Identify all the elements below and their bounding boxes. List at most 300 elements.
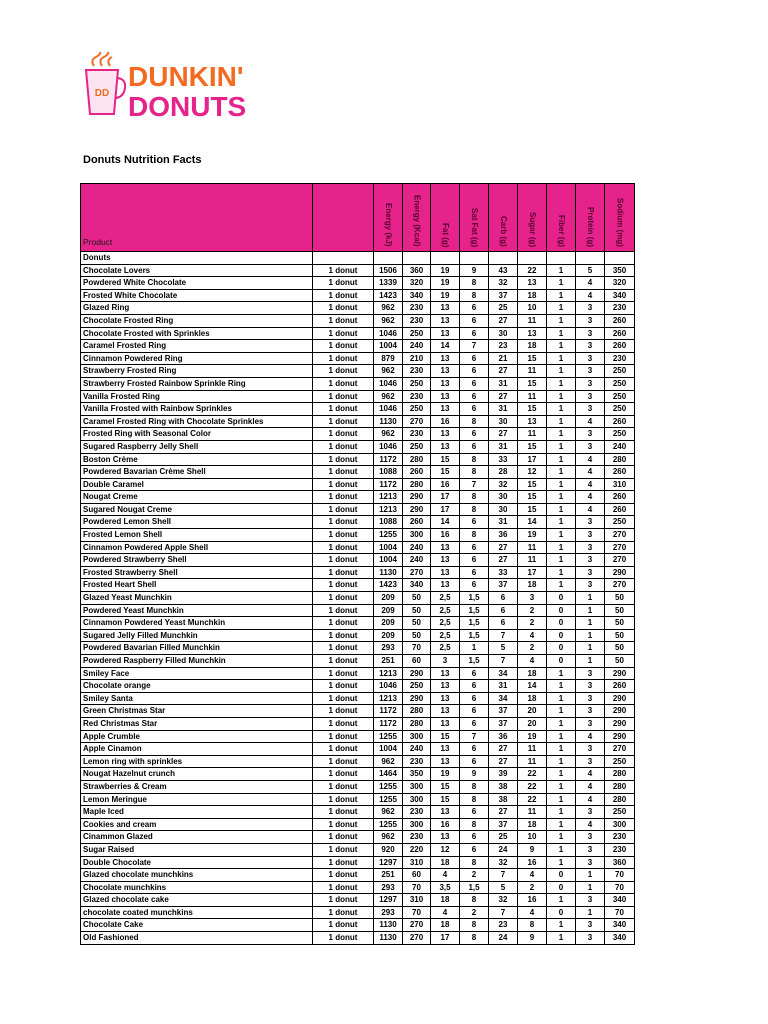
cell-product-name: Frosted Lemon Shell [81,529,313,542]
cell-carb: 32 [489,478,518,491]
cell-fat: 15 [431,466,460,479]
cell-energy-kcal: 230 [403,806,431,819]
cell-carb: 31 [489,516,518,529]
cell-sodium: 280 [605,453,635,466]
cell-fiber: 1 [547,667,576,680]
cell-fiber: 1 [547,780,576,793]
cell-energy-kj: 962 [374,314,403,327]
cell-fat: 19 [431,277,460,290]
cell-carb: 31 [489,403,518,416]
table-row [81,680,635,693]
cell-protein: 3 [576,352,605,365]
cell-carb: 6 [489,604,518,617]
cell-energy-kcal: 70 [403,906,431,919]
cell-carb: 36 [489,730,518,743]
cell-product-name: Powdered White Chocolate [81,277,313,290]
cell-carb: 5 [489,642,518,655]
cell-sat-fat: 8 [460,503,489,516]
cell-sat-fat: 9 [460,264,489,277]
cell-fiber: 1 [547,680,576,693]
cell-protein: 3 [576,692,605,705]
cell-carb: 37 [489,579,518,592]
cell-product-name: Nougat Creme [81,491,313,504]
cell-protein: 3 [576,554,605,567]
cell-protein: 4 [576,289,605,302]
cell-protein: 3 [576,440,605,453]
cell-energy-kj: 962 [374,365,403,378]
cell-serving: 1 donut [313,806,374,819]
cell-fat: 15 [431,780,460,793]
header-sodium: Sodium (mg) [605,184,635,252]
cell-energy-kj: 1172 [374,705,403,718]
cell-energy-kj: 1213 [374,503,403,516]
cell-sodium: 340 [605,289,635,302]
cell-carb: 37 [489,289,518,302]
cell-fat: 14 [431,340,460,353]
cell-sugar: 22 [518,768,547,781]
cell-sat-fat: 2 [460,906,489,919]
cell-energy-kj: 1172 [374,478,403,491]
cell-fiber: 1 [547,289,576,302]
cell-sugar: 18 [518,579,547,592]
table-row [81,478,635,491]
table-row [81,352,635,365]
cell-sodium: 260 [605,680,635,693]
cell-fiber: 1 [547,566,576,579]
cell-sugar: 18 [518,289,547,302]
cell-sodium: 270 [605,541,635,554]
table-row [81,906,635,919]
table-row [81,667,635,680]
cell-sodium: 250 [605,755,635,768]
cell-serving: 1 donut [313,932,374,945]
cell-sodium: 50 [605,655,635,668]
cell-sat-fat: 6 [460,692,489,705]
cell-fat: 13 [431,428,460,441]
header-protein: Protein (g) [576,184,605,252]
cell-protein: 4 [576,491,605,504]
cell-fiber: 1 [547,302,576,315]
cell-carb: 31 [489,440,518,453]
cell-sat-fat: 8 [460,277,489,290]
cell-fat: 3,5 [431,881,460,894]
cell-carb: 27 [489,390,518,403]
cell-energy-kj: 879 [374,352,403,365]
cell-energy-kcal: 50 [403,617,431,630]
cell-protein: 1 [576,617,605,630]
cell-carb: 27 [489,743,518,756]
cell-fat: 12 [431,843,460,856]
cell-fiber: 1 [547,541,576,554]
table-row [81,415,635,428]
cell-energy-kcal: 250 [403,680,431,693]
cell-product-name: Cinnamon Powdered Ring [81,352,313,365]
table-row [81,302,635,315]
cell-protein: 1 [576,869,605,882]
cell-fat: 13 [431,365,460,378]
cell-serving: 1 donut [313,743,374,756]
cell-sugar: 17 [518,453,547,466]
cell-serving: 1 donut [313,428,374,441]
cell-fiber: 1 [547,856,576,869]
cell-product-name: Sugared Raspberry Jelly Shell [81,440,313,453]
cell-carb: 27 [489,554,518,567]
cell-product-name: Chocolate Frosted with Sprinkles [81,327,313,340]
cell-sat-fat: 6 [460,403,489,416]
cell-sodium: 250 [605,516,635,529]
cell-serving: 1 donut [313,705,374,718]
cell-protein: 3 [576,843,605,856]
cell-energy-kj: 962 [374,390,403,403]
cell-sat-fat: 8 [460,932,489,945]
cell-protein: 4 [576,277,605,290]
cell-product-name: Chocolate Frosted Ring [81,314,313,327]
cell-sodium: 70 [605,869,635,882]
cell-serving: 1 donut [313,592,374,605]
cell-serving: 1 donut [313,541,374,554]
cell-protein: 4 [576,415,605,428]
cell-sodium: 270 [605,579,635,592]
cell-sugar: 16 [518,894,547,907]
cell-product-name: Caramel Frosted Ring [81,340,313,353]
cell-product-name: Frosted White Chocolate [81,289,313,302]
cell-product-name: Caramel Frosted Ring with Chocolate Sprinkles [81,415,313,428]
cell-energy-kcal: 270 [403,415,431,428]
cell-serving: 1 donut [313,302,374,315]
cell-energy-kcal: 270 [403,932,431,945]
cell-fiber: 0 [547,592,576,605]
cell-sugar: 11 [518,554,547,567]
cell-energy-kj: 1255 [374,780,403,793]
header-sat-fat: Sat Fat (g) [460,184,489,252]
cell-fat: 17 [431,503,460,516]
cell-serving: 1 donut [313,818,374,831]
cell-sugar: 15 [518,377,547,390]
cell-energy-kcal: 250 [403,327,431,340]
cell-sugar: 20 [518,705,547,718]
cell-fat: 13 [431,554,460,567]
table-row [81,579,635,592]
cell-sodium: 350 [605,264,635,277]
cell-serving: 1 donut [313,831,374,844]
cell-carb: 37 [489,705,518,718]
cell-energy-kj: 1088 [374,516,403,529]
cell-carb: 38 [489,780,518,793]
cell-fat: 13 [431,806,460,819]
cell-sat-fat: 6 [460,831,489,844]
cell-product-name: Vanilla Frosted Ring [81,390,313,403]
cell-protein: 1 [576,642,605,655]
table-row [81,377,635,390]
cell-product-name: Double Caramel [81,478,313,491]
cell-energy-kcal: 230 [403,428,431,441]
cell-energy-kj: 1046 [374,680,403,693]
cell-sugar: 11 [518,541,547,554]
cell-product-name: Chocolate munchkins [81,881,313,894]
cell-serving: 1 donut [313,478,374,491]
cell-fiber: 1 [547,516,576,529]
table-row [81,503,635,516]
cell-fiber: 1 [547,377,576,390]
cell-energy-kcal: 280 [403,705,431,718]
cell-protein: 3 [576,919,605,932]
cell-energy-kcal: 220 [403,843,431,856]
header-sugar: Sugar (g) [518,184,547,252]
cell-protein: 1 [576,655,605,668]
table-row [81,692,635,705]
cell-fiber: 1 [547,428,576,441]
cell-fiber: 1 [547,390,576,403]
cell-product-name: Smiley Face [81,667,313,680]
cell-sat-fat: 6 [460,428,489,441]
cell-sugar: 2 [518,881,547,894]
cell-product-name: Glazed Ring [81,302,313,315]
cell-sat-fat: 6 [460,667,489,680]
cell-energy-kj: 1172 [374,717,403,730]
cell-serving: 1 donut [313,529,374,542]
cell-fiber: 1 [547,894,576,907]
brand-line-2: DONUTS [128,91,247,122]
cell-fiber: 1 [547,529,576,542]
cell-fat: 13 [431,566,460,579]
cell-carb: 34 [489,667,518,680]
cell-sodium: 260 [605,340,635,353]
table-row [81,314,635,327]
cell-sodium: 360 [605,856,635,869]
cell-sat-fat: 8 [460,415,489,428]
cell-product-name: Apple Cinamon [81,743,313,756]
cell-sat-fat: 6 [460,680,489,693]
cell-energy-kj: 1004 [374,541,403,554]
cell-sugar: 13 [518,277,547,290]
cell-serving: 1 donut [313,277,374,290]
cell-sodium: 290 [605,692,635,705]
cell-energy-kj: 209 [374,592,403,605]
cell-sugar: 9 [518,932,547,945]
cell-protein: 3 [576,377,605,390]
cell-sugar: 11 [518,365,547,378]
cell-serving: 1 donut [313,314,374,327]
cell-serving: 1 donut [313,554,374,567]
cell-energy-kcal: 240 [403,340,431,353]
cell-serving: 1 donut [313,617,374,630]
cell-fat: 2,5 [431,617,460,630]
cell-carb: 27 [489,314,518,327]
cell-fiber: 1 [547,579,576,592]
cell-fat: 4 [431,906,460,919]
cell-energy-kcal: 300 [403,818,431,831]
cell-fat: 13 [431,579,460,592]
cell-sat-fat: 9 [460,768,489,781]
cell-energy-kj: 1046 [374,377,403,390]
cell-carb: 32 [489,277,518,290]
cell-sat-fat: 6 [460,705,489,718]
cell-fat: 15 [431,730,460,743]
cell-sugar: 18 [518,340,547,353]
cell-sugar: 2 [518,617,547,630]
cell-fiber: 1 [547,768,576,781]
table-row [81,566,635,579]
cell-protein: 3 [576,831,605,844]
cell-fat: 19 [431,768,460,781]
cell-carb: 7 [489,906,518,919]
cell-energy-kcal: 300 [403,793,431,806]
cell-fiber: 1 [547,340,576,353]
cell-fiber: 1 [547,453,576,466]
cell-fat: 16 [431,415,460,428]
cell-protein: 3 [576,365,605,378]
cell-fat: 16 [431,818,460,831]
cell-energy-kcal: 210 [403,352,431,365]
cell-sodium: 260 [605,466,635,479]
cell-sat-fat: 8 [460,856,489,869]
cell-energy-kj: 293 [374,642,403,655]
cell-fat: 16 [431,478,460,491]
cell-protein: 4 [576,503,605,516]
cell-sat-fat: 7 [460,478,489,491]
cell-sat-fat: 8 [460,491,489,504]
cell-product-name: Powdered Bavarian Crème Shell [81,466,313,479]
cell-serving: 1 donut [313,843,374,856]
cell-serving: 1 donut [313,604,374,617]
table-row [81,818,635,831]
cell-sodium: 340 [605,919,635,932]
header-energy-kj: Energy (kJ) [374,184,403,252]
cell-product-name: Glazed Yeast Munchkin [81,592,313,605]
cell-energy-kcal: 230 [403,831,431,844]
cell-fiber: 0 [547,906,576,919]
cell-sodium: 50 [605,592,635,605]
table-row [81,390,635,403]
cell-carb: 24 [489,843,518,856]
cell-sat-fat: 6 [460,516,489,529]
cell-carb: 27 [489,428,518,441]
cell-serving: 1 donut [313,491,374,504]
cell-protein: 3 [576,390,605,403]
cell-energy-kcal: 70 [403,642,431,655]
table-row [81,529,635,542]
cell-serving: 1 donut [313,869,374,882]
cell-sugar: 18 [518,692,547,705]
cell-serving: 1 donut [313,403,374,416]
cell-sodium: 340 [605,894,635,907]
header-carb: Carb (g) [489,184,518,252]
cell-fat: 19 [431,264,460,277]
cell-product-name: Glazed chocolate cake [81,894,313,907]
cell-sodium: 270 [605,554,635,567]
cell-carb: 32 [489,894,518,907]
cell-product-name: Sugar Raised [81,843,313,856]
table-row [81,491,635,504]
cell-sugar: 3 [518,592,547,605]
table-row [81,440,635,453]
cell-protein: 3 [576,541,605,554]
table-row [81,869,635,882]
cell-sodium: 50 [605,642,635,655]
cell-sat-fat: 6 [460,843,489,856]
cell-protein: 3 [576,717,605,730]
table-row [81,894,635,907]
cell-fiber: 1 [547,503,576,516]
cell-fiber: 1 [547,793,576,806]
cell-sat-fat: 8 [460,919,489,932]
cell-sodium: 340 [605,932,635,945]
cell-sugar: 4 [518,906,547,919]
cell-sat-fat: 1 [460,642,489,655]
cell-energy-kcal: 240 [403,541,431,554]
cell-carb: 31 [489,377,518,390]
cell-energy-kj: 1130 [374,566,403,579]
cell-sodium: 50 [605,604,635,617]
cell-product-name: chocolate coated munchkins [81,906,313,919]
cell-protein: 4 [576,780,605,793]
cell-product-name: Powdered Raspberry Filled Munchkin [81,655,313,668]
cell-fat: 15 [431,793,460,806]
cell-fiber: 1 [547,743,576,756]
cell-energy-kcal: 290 [403,667,431,680]
cell-sat-fat: 7 [460,340,489,353]
cell-fat: 13 [431,743,460,756]
cell-product-name: Nougat Hazelnut crunch [81,768,313,781]
cell-fiber: 1 [547,717,576,730]
cell-product-name: Glazed chocolate munchkins [81,869,313,882]
cell-fat: 18 [431,919,460,932]
cell-fat: 13 [431,680,460,693]
cell-serving: 1 donut [313,264,374,277]
table-row [81,327,635,340]
cell-sugar: 22 [518,264,547,277]
cell-sat-fat: 6 [460,365,489,378]
table-row [81,655,635,668]
cell-fat: 13 [431,390,460,403]
table-row [81,831,635,844]
cell-energy-kj: 1004 [374,340,403,353]
cell-product-name: Sugared Jelly Filled Munchkin [81,629,313,642]
cell-sodium: 230 [605,352,635,365]
table-row [81,592,635,605]
cell-energy-kj: 1255 [374,793,403,806]
cell-sugar: 22 [518,793,547,806]
cell-fiber: 1 [547,314,576,327]
table-row [81,793,635,806]
cell-energy-kcal: 230 [403,755,431,768]
cell-protein: 4 [576,768,605,781]
cell-sodium: 230 [605,831,635,844]
table-row [81,264,635,277]
cell-energy-kj: 1423 [374,579,403,592]
cell-product-name: Vanilla Frosted with Rainbow Sprinkles [81,403,313,416]
cell-sugar: 15 [518,491,547,504]
cell-energy-kj: 1423 [374,289,403,302]
cell-sodium: 250 [605,365,635,378]
table-row [81,932,635,945]
cell-sodium: 230 [605,843,635,856]
cell-product-name: Strawberry Frosted Rainbow Sprinkle Ring [81,377,313,390]
table-row [81,780,635,793]
cell-sat-fat: 6 [460,314,489,327]
cell-carb: 24 [489,932,518,945]
page-title: Donuts Nutrition Facts [83,154,202,166]
cell-energy-kcal: 50 [403,604,431,617]
cell-sugar: 15 [518,503,547,516]
cell-serving: 1 donut [313,629,374,642]
cell-sugar: 17 [518,566,547,579]
cell-carb: 30 [489,503,518,516]
table-row [81,717,635,730]
cell-sodium: 70 [605,881,635,894]
table-row [81,629,635,642]
cell-energy-kcal: 60 [403,869,431,882]
